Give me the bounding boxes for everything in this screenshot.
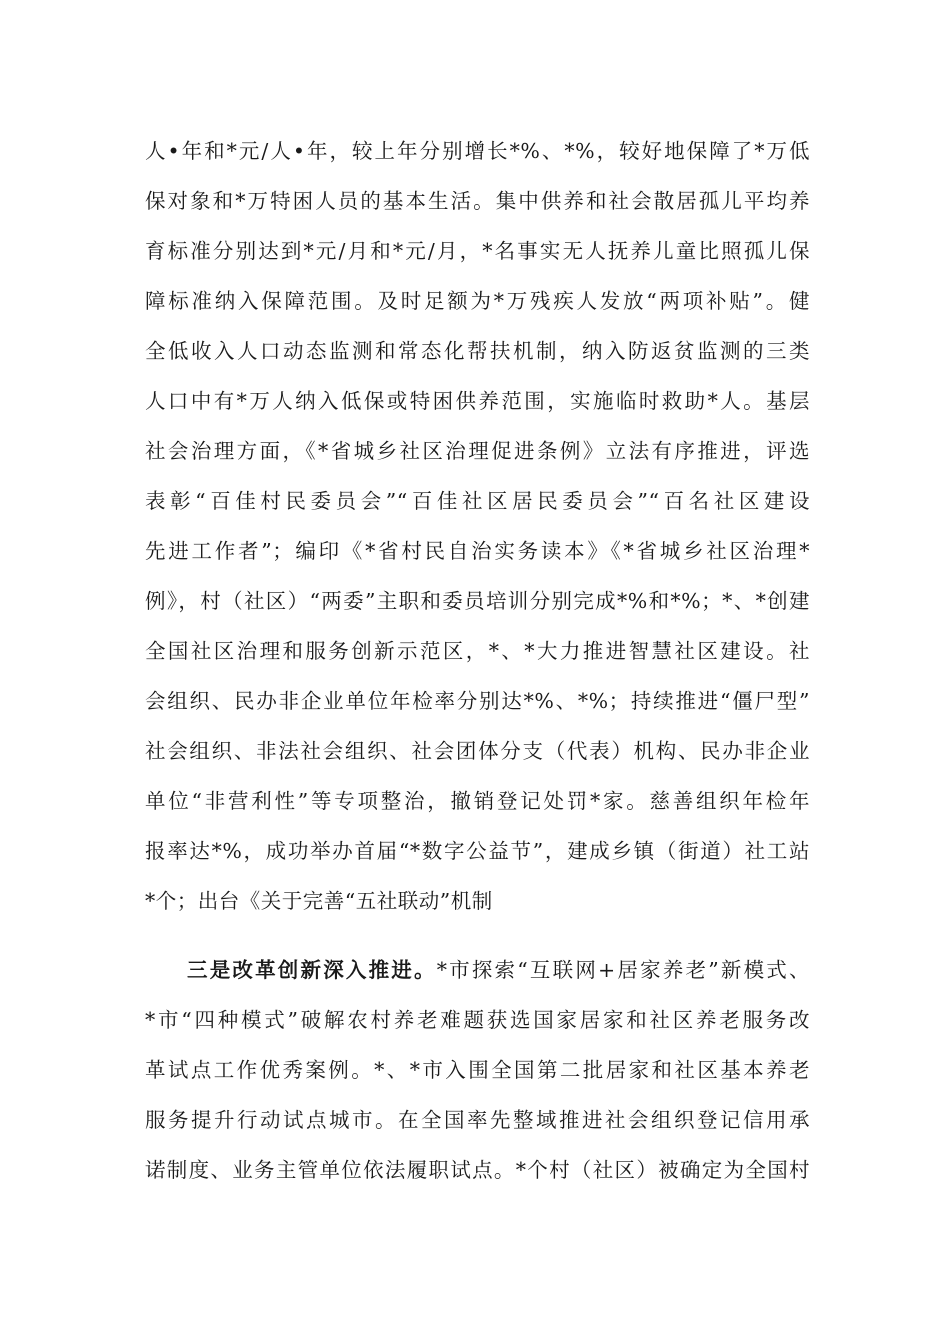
paragraph-2-line-4: 服务提升行动试点城市。在全国率先整域推进社会组织登记信用承	[145, 1108, 810, 1132]
paragraph-1-line-12: 会组织、民办非企业单位年检率分别达*%、*%；持续推进“僵尸型”	[145, 689, 810, 713]
paragraph-1-line-2: 保对象和*万特困人员的基本生活。集中供养和社会散居孤儿平均养	[145, 189, 810, 213]
paragraph-1-line-6: 人口中有*万人纳入低保或特困供养范围，实施临时救助*人。基层	[145, 389, 810, 413]
paragraph-1-line-15: 报率达*%，成功举办首届“*数字公益节”，建成乡镇（街道）社工站	[145, 839, 810, 863]
paragraph-1-line-10: 例》，村（社区）“两委”主职和委员培训分别完成*%和*%；*、*创建	[145, 589, 810, 613]
paragraph-2-line-2: *市“四种模式”破解农村养老难题获选国家居家和社区养老服务改	[145, 1008, 810, 1032]
paragraph-1-line-14: 单位“非营利性”等专项整治，撤销登记处罚*家。慈善组织年检年	[145, 789, 810, 813]
paragraph-1-line-3: 育标准分别达到*元/月和*元/月，*名事实无人抚养儿童比照孤儿保	[145, 239, 810, 263]
paragraph-1-line-8: 表彰“百佳村民委员会”“百佳社区居民委员会”“百名社区建设	[145, 489, 810, 513]
paragraph-2-line-3: 革试点工作优秀案例。*、*市入围全国第二批居家和社区基本养老	[145, 1058, 810, 1082]
paragraph-2-heading: 三是改革创新深入推进。	[187, 958, 437, 982]
paragraph-1-line-11: 全国社区治理和服务创新示范区，*、*大力推进智慧社区建设。社	[145, 639, 810, 663]
paragraph-1-line-1: 人•年和*元/人•年，较上年分别增长*%、*%，较好地保障了*万低	[145, 139, 810, 163]
paragraph-2-line-1-text: *市探索“互联网+居家养老”新模式、	[436, 958, 810, 982]
paragraph-1-line-5: 全低收入人口动态监测和常态化帮扶机制，纳入防返贫监测的三类	[145, 339, 810, 363]
paragraph-1-line-16: *个；出台《关于完善“五社联动”机制	[145, 889, 493, 913]
paragraph-2-line-1	[187, 953, 810, 987]
paragraph-1-line-7: 社会治理方面，《*省城乡社区治理促进条例》立法有序推进，评选	[145, 439, 810, 463]
paragraph-2-line-5: 诺制度、业务主管单位依法履职试点。*个村（社区）被确定为全国村	[145, 1158, 810, 1182]
paragraph-1-line-9: 先进工作者”；编印《*省村民自治实务读本》《*省城乡社区治理*	[145, 539, 810, 563]
paragraph-1-line-4: 障标准纳入保障范围。及时足额为*万残疾人发放“两项补贴”。健	[145, 289, 810, 313]
paragraph-1-line-13: 社会组织、非法社会组织、社会团体分支（代表）机构、民办非企业	[145, 739, 810, 763]
